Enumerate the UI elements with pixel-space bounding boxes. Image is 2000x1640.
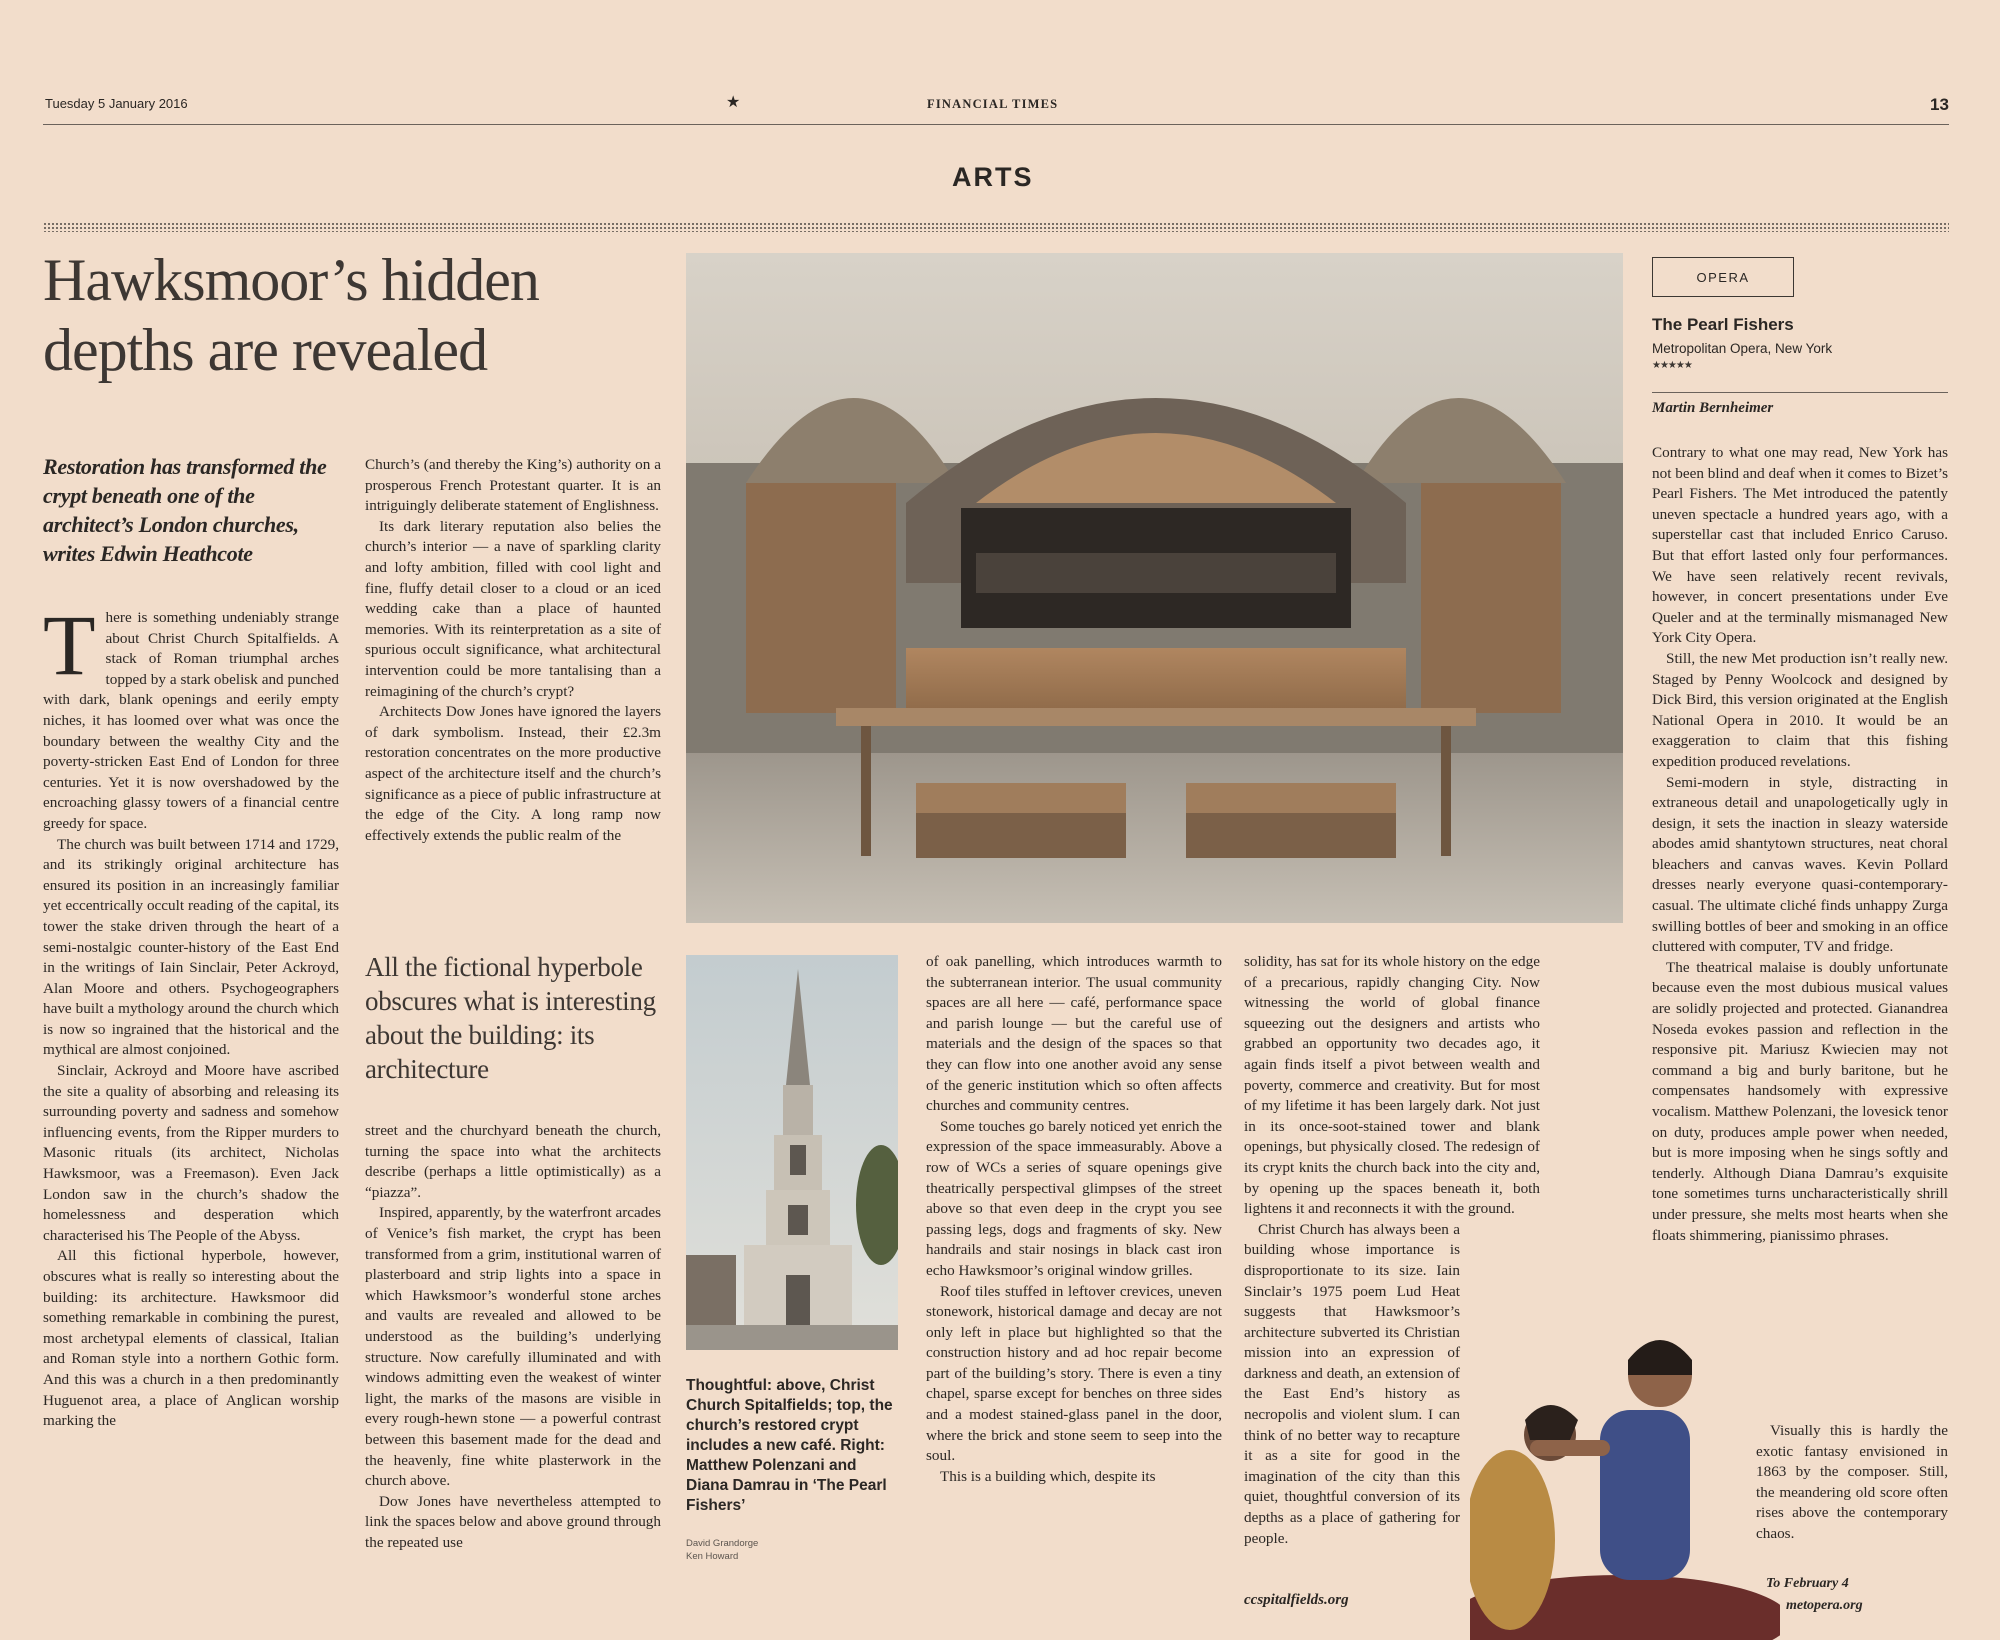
review-paragraph: The theatrical malaise is doubly unfortunate because even the most dubious musical values are solidly projected and protected. Gianandrea Noseda evokes passion and reflection in the responsive pit. Mariusz Kwiecien may not command a big and burly baritone, but he compensates handsomely with expressive vocalism. Matthew Polenzani, the lovesick tenor on duty, produces ample power when needed, but is more imposing when he sings softly and tenderly. Although Diana Damrau’s exquisite tone sometimes turns uncharacteristically shrill under pressure, she melts most hearts when she floats shimmering, pianissimo phrases. xyxy=(1652,958,1948,1244)
church-photo xyxy=(686,955,898,1350)
article-paragraph: This is a building which, despite its xyxy=(940,1467,1156,1485)
page-number: 13 xyxy=(1930,95,1949,114)
review-rule xyxy=(1652,392,1948,393)
article-paragraph: Some touches go barely noticed yet enrich the expression of the space immeasurably. Above a row of WCs a series of square openings give theatrically perspectival glimpses of the street above so that even deep in the crypt you see passing legs, dogs and fragments of sky. New handrails and stair nosings in black cast iron echo Hawksmoor’s original window grilles. xyxy=(926,1117,1222,1279)
newspaper-name: FINANCIAL TIMES xyxy=(927,97,1059,111)
photo-credit xyxy=(686,1537,758,1563)
review-body xyxy=(1652,443,1948,1246)
review-paragraph: Visually this is hardly the exotic fantasy envisioned in 1863 by the composer. Still, the meandering old score often rises above the contemporary chaos. xyxy=(1756,1422,1948,1542)
headline-line-1: Hawksmoor’s hidden xyxy=(43,247,539,313)
article-paragraph: Architects Dow Jones have ignored the layers of dark symbolism. Instead, their £2.3m restoration concentrates on the more productive aspect of the architecture itself and the church’s significance as a piece of public infrastructure at the edge of the City. A long ramp now effectively extends the public realm of the xyxy=(365,703,661,844)
headline xyxy=(43,245,683,385)
article-paragraph xyxy=(43,597,339,835)
masthead-rule xyxy=(43,124,1949,125)
review-paragraph: Contrary to what one may read, New York has not been blind and deaf when it comes to Bizet’s Pearl Fishers. The Met introduced the patently uneven spectacle a hundred years ago, with a superstellar cast that included Enrico Caruso. But that effort lasted only four performances. We have seen relatively recent revivals, however, in concert presentations under Eve Queler and at the terminally mismanaged New York City Opera. xyxy=(1652,444,1948,647)
article-column-2-bottom xyxy=(365,1121,661,1553)
star-icon: ★ xyxy=(726,94,741,111)
article-paragraph: Roof tiles stuffed in leftover crevices, uneven stonework, historical damage and decay are not only left in place but highlighted so that the construction history and ad hoc repair become part of the building’s story. There is even a tiny chapel, sparse except for benches on three sides and a modest stained-glass panel in the door, where the brick and stone seem to seep into the soul. xyxy=(926,1282,1222,1465)
review-body-end xyxy=(1756,1421,1948,1545)
article-column-2-top xyxy=(365,455,661,846)
article-paragraph: solidity, has sat for its whole history on the edge of a precarious, rapidly changing City. Now witnessing the world of global finance squeezing out the designers and artists who grabbed an opportunity two decades ago, it again finds itself a pivot between wealth and poverty, commerce and creativity. But for most of my lifetime it has been largely dark. Not just in its once-soot-stained tower and blank openings, but physically closed. The redesign of its crypt knits the church back into the city and, by opening up the spaces beneath it, both lightens it and reconnects it with the ground. xyxy=(1244,953,1540,1218)
section-divider xyxy=(43,222,1949,232)
opera-label xyxy=(1652,257,1794,297)
article-paragraph: Church’s (and thereby the King’s) authority on a prosperous French Protestant quarter. It is an intriguingly deliberate statement of Englishness. xyxy=(365,456,661,515)
article-paragraph: Inspired, apparently, by the waterfront arcades of Venice’s fish market, the crypt has been transformed from a grim, institutional warren of plasterboard and strip lights into a space in which Hawksmoor’s wonderful stone arches and vaults are revealed and allowed to be understood as the building’s underlying structure. Now carefully illuminated and with windows admitting even the weakest of winter light, the marks of the masons are visible in every rough-hewn stone — a powerful contrast between this basement made for the dead and the heavenly, fine white plasterwork in the church above. xyxy=(365,1204,661,1490)
crypt-cafe-photo xyxy=(686,253,1623,923)
standfirst: Restoration has transformed the crypt beneath one of the architect’s London churches, writes Edwin Heathcote xyxy=(43,454,327,566)
pull-quote: All the fictional hyperbole obscures what is interesting about the building: its architecture xyxy=(365,952,656,1084)
photo-credit-1: David Grandorge xyxy=(686,1538,759,1549)
photo-caption: Thoughtful: above, Christ Church Spitalfields; top, the church’s restored crypt includes a new café. Right: Matthew Polenzani and Diana Damrau in ‘The Pearl Fishers’ xyxy=(686,1377,893,1514)
article-paragraph: Sinclair, Ackroyd and Moore have ascribed the site a quality of absorbing and releasing its surrounding poverty and sadness and somehow influencing events, from the Ripper murders to Masonic rituals (its architect, Nicholas Hawksmoor, was a Freemason). Even Jack London saw in the church’s shadow the homelessness and desperation which characterised his The People of the Abyss. xyxy=(43,1062,339,1244)
opera-website: metopera.org xyxy=(1786,1598,1863,1613)
issue-date: Tuesday 5 January 2016 xyxy=(45,96,188,111)
opera-photo xyxy=(1470,1320,1780,1640)
review-paragraph: Still, the new Met production isn’t really new. Staged by Penny Woolcock and designed by Dick Bird, this version originated at the English National Opera in 2010. It would be an exaggeration to claim that this fishing expedition produced revelations. xyxy=(1652,649,1948,770)
article-paragraph: All this fictional hyperbole, however, obscures what is really so interesting about the building: its architecture. Hawksmoor did something remarkable in combining the purest, most archetypal elements of classical, Italian and Roman style into a northern Gothic form. And this was a church in a then predominantly Huguenot area, a place of Anglican worship marking the xyxy=(43,1247,339,1430)
review-venue: Metropolitan Opera, New York xyxy=(1652,341,1833,356)
review-run: To February 4 xyxy=(1766,1576,1849,1591)
article-paragraph: Christ Church has always been a building whose importance is disproportionate to its size. Iain Sinclair’s 1975 poem Lud Heat suggests that Hawksmoor’s architecture subverted its Christian mission into an expression of darkness and death, an extension of the East End’s history as necropolis and violent slum. I can think of no better way to recapture it as a site for good in the imagination of the city than this quiet, thoughtful conversion of its depths as a place of gathering for people. xyxy=(1244,1220,1460,1547)
drop-cap: T xyxy=(43,597,96,693)
review-author: Martin Bernheimer xyxy=(1652,400,1774,416)
article-paragraph: of oak panelling, which introduces warmth to the subterranean interior. The usual community spaces are all here — café, performance space and parish lounge — but the careful use of materials and the design of the spaces so that they can flow into one another avoid any sense of the generic institution which so often affects churches and community centres. xyxy=(926,953,1222,1115)
article-paragraph: Its dark literary reputation also belies the church’s interior — a nave of sparkling clarity and lofty ambition, filled with cool light and fine, fluffy detail closer to a cloud or an iced wedding cake than a place of haunted memories. With its reinterpretation as a site of spurious occult significance, what architectural intervention could be more tantalising than a reimagining of the church’s crypt? xyxy=(365,517,661,700)
review-title: The Pearl Fishers xyxy=(1652,315,1794,334)
article-column-3 xyxy=(926,952,1222,1487)
article-paragraph: The church was built between 1714 and 1729, and its strikingly original architecture has ensured its position in an increasingly familiar yet eccentrically occult reading of the capital, its tower the stake driven through the heart of a semi-nostalgic counter-history of the East End in the writings of Iain Sinclair, Peter Ackroyd, Alan Moore and others. Psychogeographers have built a mythology around the church which is now so ingrained that the historical and the mythical are almost conjoined. xyxy=(43,835,339,1059)
section-title: ARTS xyxy=(952,162,1034,192)
opera-label-text: OPERA xyxy=(1696,269,1750,285)
headline-line-2: depths are revealed xyxy=(43,317,488,383)
article-paragraph-text: here is something undeniably strange about Christ Church Spitalfields. A stack of Roman triumphal arches topped by a stark obelisk and punched with dark, blank openings and eerily empty niches, it has loomed over what was once the boundary between the wealthy City and the poverty-stricken East End of London for three centuries. Yet it is now overshadowed by the encroaching glassy towers of a financial centre greedy for space. xyxy=(43,609,339,832)
review-paragraph: Semi-modern in style, distracting in extraneous detail and unapologetically ugly in design, it sets the inaction in sleazy waterside abodes amid shantytown structures, neat choral bleachers and canvas waves. Kevin Pollard dresses nearly everyone quasi-contemporary-casual. The ultimate cliché finds unhappy Zurga swilling bottles of beer and smoking in an office cluttered with computer, TV and fridge. xyxy=(1652,773,1948,956)
review-rating: ★★★★★ xyxy=(1652,360,1692,371)
article-paragraph: street and the churchyard beneath the church, turning the space into what the architects describe (perhaps a little optimistically) as a “piazza”. xyxy=(365,1122,661,1201)
article-paragraph: Dow Jones have nevertheless attempted to link the spaces below and above ground through the repeated use xyxy=(365,1492,661,1551)
photo-credit-2: Ken Howard xyxy=(686,1551,739,1562)
article-column-1 xyxy=(43,597,339,1432)
church-website: ccspitalfields.org xyxy=(1244,1592,1349,1608)
